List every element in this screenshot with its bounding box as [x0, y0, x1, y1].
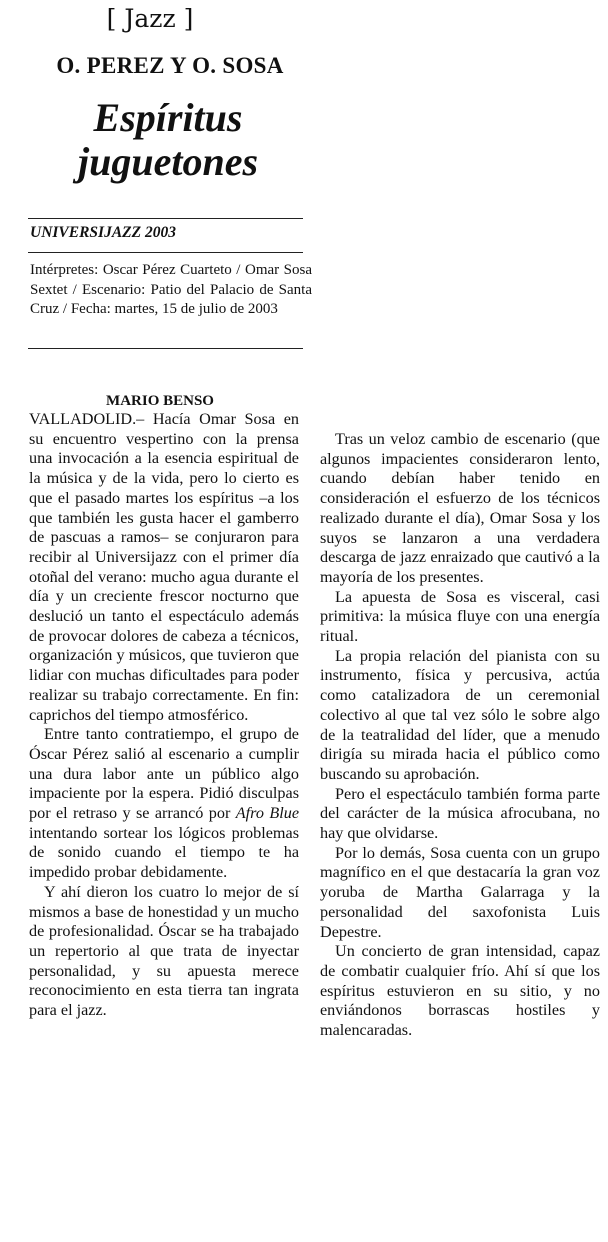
paragraph-2-text-a: Entre tanto contratiempo, el grupo de Óscar Pérez salió al escenario a cumplir una dura labor ante un público algo impaciente por la espera. Pidió disculpas por el retraso y se arrancó por [29, 725, 299, 823]
song-title: Afro Blue [235, 804, 300, 823]
article-column-right [320, 430, 600, 1041]
divider-middle [28, 252, 303, 253]
section-label: [ Jazz ] [106, 4, 194, 33]
article-artists: O. PEREZ Y O. SOSA [56, 53, 284, 78]
divider-bottom [28, 348, 303, 349]
article-headline [8, 96, 328, 184]
divider-top [28, 218, 303, 219]
paragraph-1 [29, 410, 299, 725]
paragraph-3: Y ahí dieron los cuatro lo mejor de sí mismos a base de honestidad y un mucho de profesionalidad. Óscar se ha trabajado un repertorio al que trata de inyectar personalidad, y su apuesta merece reconocimiento en esta tierra tan ingrata para el jazz. [29, 882, 299, 1020]
paragraph-6: La propia relación del pianista con su instrumento, física y percusiva, actúa como catalizadora de un ceremonial colectivo al que tal vez sólo le sobre algo de la teatralidad del líder, que a menudo dirigía su mirada hacia el público como buscando su aprobación. [320, 646, 600, 783]
event-credits: Intérpretes: Oscar Pérez Cuarteto / Omar Sosa Sextet / Escenario: Patio del Palacio de Santa Cruz / Fecha: martes, 15 de julio de 2003 [30, 262, 312, 317]
paragraph-5: La apuesta de Sosa es visceral, casi primitiva: la música fluye con una energía ritual. [320, 587, 600, 646]
dateline: VALLADOLID.– [29, 410, 145, 428]
headline-line-2: juguetones [77, 139, 259, 184]
article-column-left [29, 410, 299, 1021]
festival-name: UNIVERSIJAZZ 2003 [30, 224, 176, 241]
paragraph-2-text-b: intentando sortear los lógicos problemas de sonido cuando el tiempo te ha impedido probar debidamente. [29, 823, 299, 882]
paragraph-1-text: Hacía Omar Sosa en su encuentro vespertino con la prensa una invocación a la esencia espiritual de la música y de la vida, pero lo cierto es que el pasado martes los espíritus –a los que también les gusta hacer el gamberro de pascuas a ramos– se conjuraron para recibir al Universijazz con el primer día otoñal del verano: mucho agua durante el día y un creciente frescor nocturno que deslució un tanto el espectáculo además de provocar dolores de cabeza a técnicos, organización y músicos, que tuvieron que lidiar con muchas dificultades para poder realizar su trabajo correctamente. En fin: caprichos del tiempo atmosférico. [29, 410, 299, 724]
byline: MARIO BENSO [106, 393, 214, 409]
paragraph-7: Pero el espectáculo también forma parte del carácter de la música afrocubana, no hay que olvidarse. [320, 784, 600, 843]
paragraph-8: Por lo demás, Sosa cuenta con un grupo magnífico en el que destacaría la gran voz yoruba de Martha Galarraga y la personalidad del saxofonista Luis Depestre. [320, 843, 600, 941]
paragraph-2 [29, 725, 299, 883]
headline-line-1: Espíritus [93, 95, 243, 140]
paragraph-9: Un concierto de gran intensidad, capaz de combatir cualquier frío. Ahí sí que los espíritus estuvieron en su sitio, y no enviándonos borrascas hostiles y malencaradas. [320, 942, 600, 1040]
paragraph-4: Tras un veloz cambio de escenario (que algunos impacientes consideraron lento, cuando debían haber tenido en consideración el esfuerzo de los técnicos realizado durante el día), Omar Sosa y los suyos se lanzaron a una verdadera descarga de jazz enraizado que cautivó a la mayoría de los presentes. [320, 430, 600, 586]
